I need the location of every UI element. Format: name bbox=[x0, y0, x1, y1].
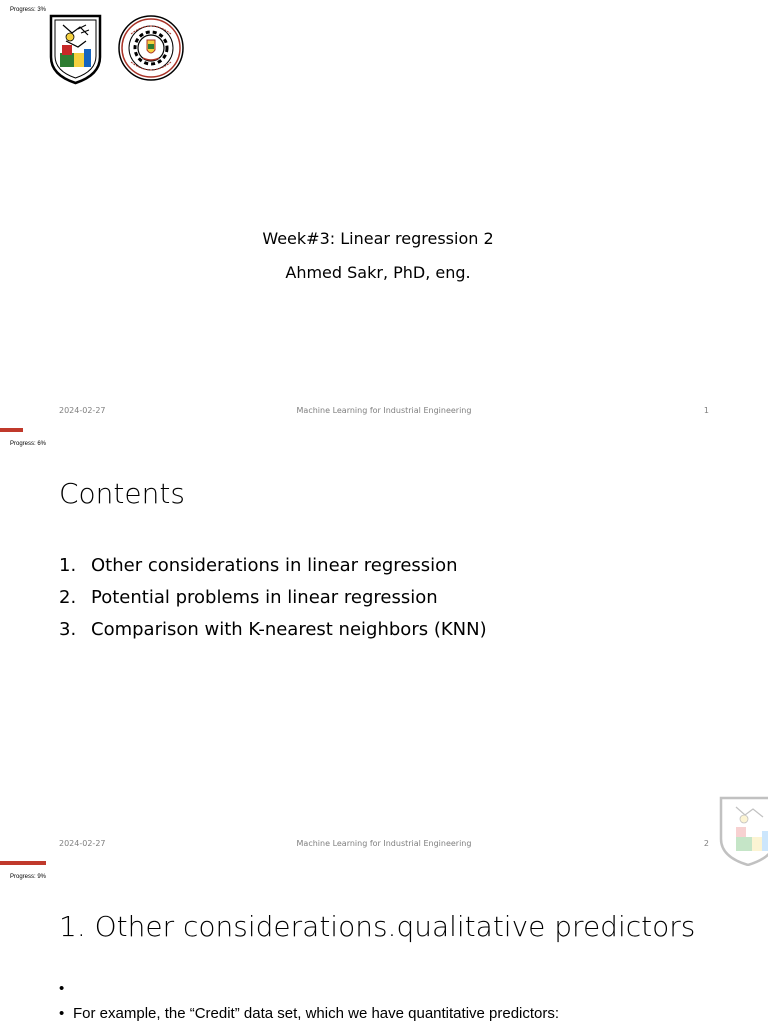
list-item bbox=[59, 582, 487, 614]
bullet-item bbox=[59, 1005, 559, 1022]
list-item-text: Potential problems in linear regression bbox=[91, 587, 438, 608]
list-item-text: Other considerations in linear regression bbox=[91, 555, 458, 576]
bullet-item bbox=[59, 980, 73, 997]
cairo-university-crest-icon bbox=[48, 13, 103, 85]
qualitative-predictors-slide bbox=[0, 866, 768, 1024]
faculty-of-engineering-gear-seal-icon bbox=[117, 14, 185, 82]
footer-course: Machine Learning for Industrial Engineering bbox=[296, 406, 472, 415]
bullet-text: For example, the “Credit” data set, which we have quantitative predictors: bbox=[73, 1005, 560, 1022]
bullet-dot: • bbox=[59, 1005, 65, 1022]
contents-slide bbox=[0, 433, 768, 866]
list-item-number: 2. bbox=[59, 587, 77, 608]
footer-page-number: 2 bbox=[703, 839, 709, 848]
presentation-author: Ahmed Sakr, PhD, eng. bbox=[285, 263, 471, 282]
footer-page-number: 1 bbox=[703, 406, 709, 415]
progress-label: Progress: 6% bbox=[10, 441, 47, 447]
list-item-text: Comparison with K-nearest neighbors (KNN) bbox=[91, 619, 487, 640]
slide-heading: 1. Other considerations.qualitative predictors bbox=[59, 910, 696, 943]
presentation-title: Week#3: Linear regression 2 bbox=[262, 229, 494, 248]
slide-heading: Contents bbox=[59, 477, 185, 510]
footer-date: 2024-02-27 bbox=[59, 839, 106, 848]
progress-label: Progress: 3% bbox=[10, 7, 47, 13]
cairo-university-crest-watermark-icon bbox=[718, 795, 768, 866]
footer-course: Machine Learning for Industrial Engineering bbox=[296, 839, 472, 848]
contents-list bbox=[59, 550, 487, 646]
progress-bar bbox=[0, 861, 46, 865]
list-item-number: 3. bbox=[59, 619, 77, 640]
list-item bbox=[59, 614, 487, 646]
progress-label: Progress: 9% bbox=[10, 874, 47, 880]
footer-date: 2024-02-27 bbox=[59, 406, 106, 415]
title-slide bbox=[0, 0, 768, 433]
list-item-number: 1. bbox=[59, 555, 77, 576]
bullet-dot: • bbox=[59, 980, 65, 997]
list-item bbox=[59, 550, 487, 582]
progress-bar bbox=[0, 428, 23, 432]
